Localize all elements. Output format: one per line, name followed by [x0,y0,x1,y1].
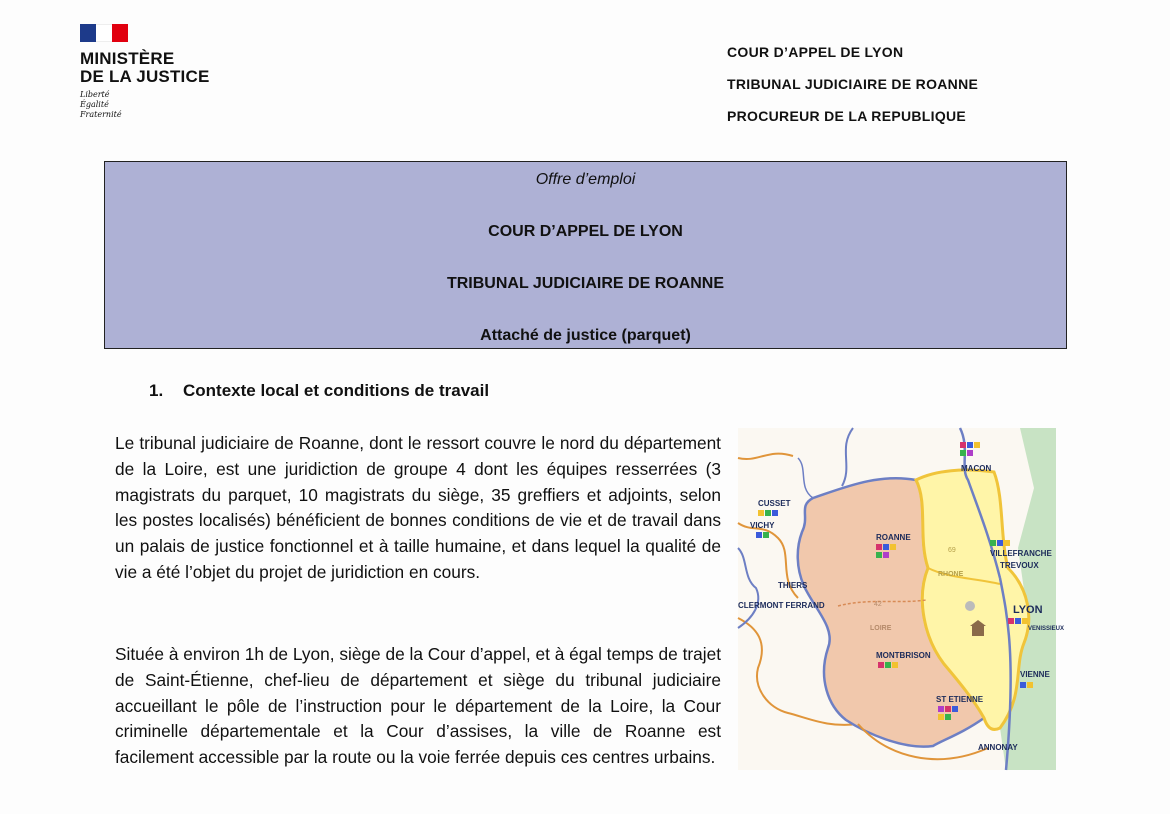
map-label-vichy: VICHY [750,521,775,530]
ministry-logo [80,24,210,120]
ministry-name [80,50,210,86]
court-header-line: TRIBUNAL JUDICIAIRE DE ROANNE [727,76,979,92]
offer-subtitle: Offre d’emploi [535,171,636,188]
map-label-loire: LOIRE [870,625,892,632]
map-dept-number-42: 42 [874,601,882,608]
section-number: 1. [149,381,164,400]
map-label-trevoux: TREVOUX [1000,561,1039,570]
map-label-st-etienne: ST ETIENNE [936,695,984,704]
offer-court: COUR D’APPEL DE LYON [488,223,683,240]
offer-tribunal: TRIBUNAL JUDICIAIRE DE ROANNE [446,275,725,292]
motto-egalite: Égalité [80,100,109,109]
map-label-rhone: RHONE [938,571,964,578]
map-label-venissieux: VENISSIEUX [1028,626,1065,632]
republic-motto [80,90,210,120]
paragraph-context: Le tribunal judiciaire de Roanne, dont le ressort couvre le nord du département de la Loire, est une juridiction de groupe 4 dont les équipes resserrées (3 magistrats du parquet, 10 magistrats du siège, 35 greffiers et adjoints, selon les postes localisés) bénéficient de bonnes conditions de vie et de travail dans un palais de justice fonctionnel et à taille humaine, et dans lequel la qualité de vie a été l’objet du projet de juridiction en cours. [115,433,721,582]
map-label-roanne: ROANNE [876,533,911,542]
map-label-annonay: ANNONAY [978,743,1018,752]
court-header-line: COUR D’APPEL DE LYON [727,44,904,60]
offer-position: Attaché de justice (parquet) [480,327,691,344]
paragraph-location: Située à environ 1h de Lyon, siège de la Cour d’appel, et à égal temps de trajet de Saint-Étienne, chef-lieu de département et siège du tribunal judiciaire accueillant le pôle de l’instruction pour le département de la Loire, la Cour criminelle départementale et la Cour d’assises, la ville de Roanne est facilement accessible par la route ou la voie ferrée depuis ces centres urbains. [115,644,721,768]
map-label-thiers: THIERS [778,581,808,590]
motto-liberte: Liberté [80,90,110,99]
french-flag-icon [80,24,128,42]
job-offer-box [104,161,1067,349]
court-header-line: PROCUREUR DE LA REPUBLIQUE [727,108,967,124]
map-label-vienne: VIENNE [1020,670,1050,679]
map-label-clermont-ferrand: CLERMONT FERRAND [738,601,825,610]
map-label-montbrison: MONTBRISON [876,651,931,660]
section-title: Contexte local et conditions de travail [183,381,490,400]
ministry-name-line1: MINISTÈRE [80,49,175,68]
map-label-cusset: CUSSET [758,499,791,508]
map-label-macon: MACON [961,464,992,473]
jurisdiction-map [738,428,1065,770]
motto-fraternite: Fraternité [80,110,122,119]
court-header [727,44,978,140]
map-dept-number-69: 69 [948,547,956,554]
ministry-name-line2: DE LA JUSTICE [80,67,210,86]
map-label-villefranche: VILLEFRANCHE [990,549,1052,558]
map-label-lyon: LYON [1013,604,1043,616]
section-heading [149,381,489,401]
